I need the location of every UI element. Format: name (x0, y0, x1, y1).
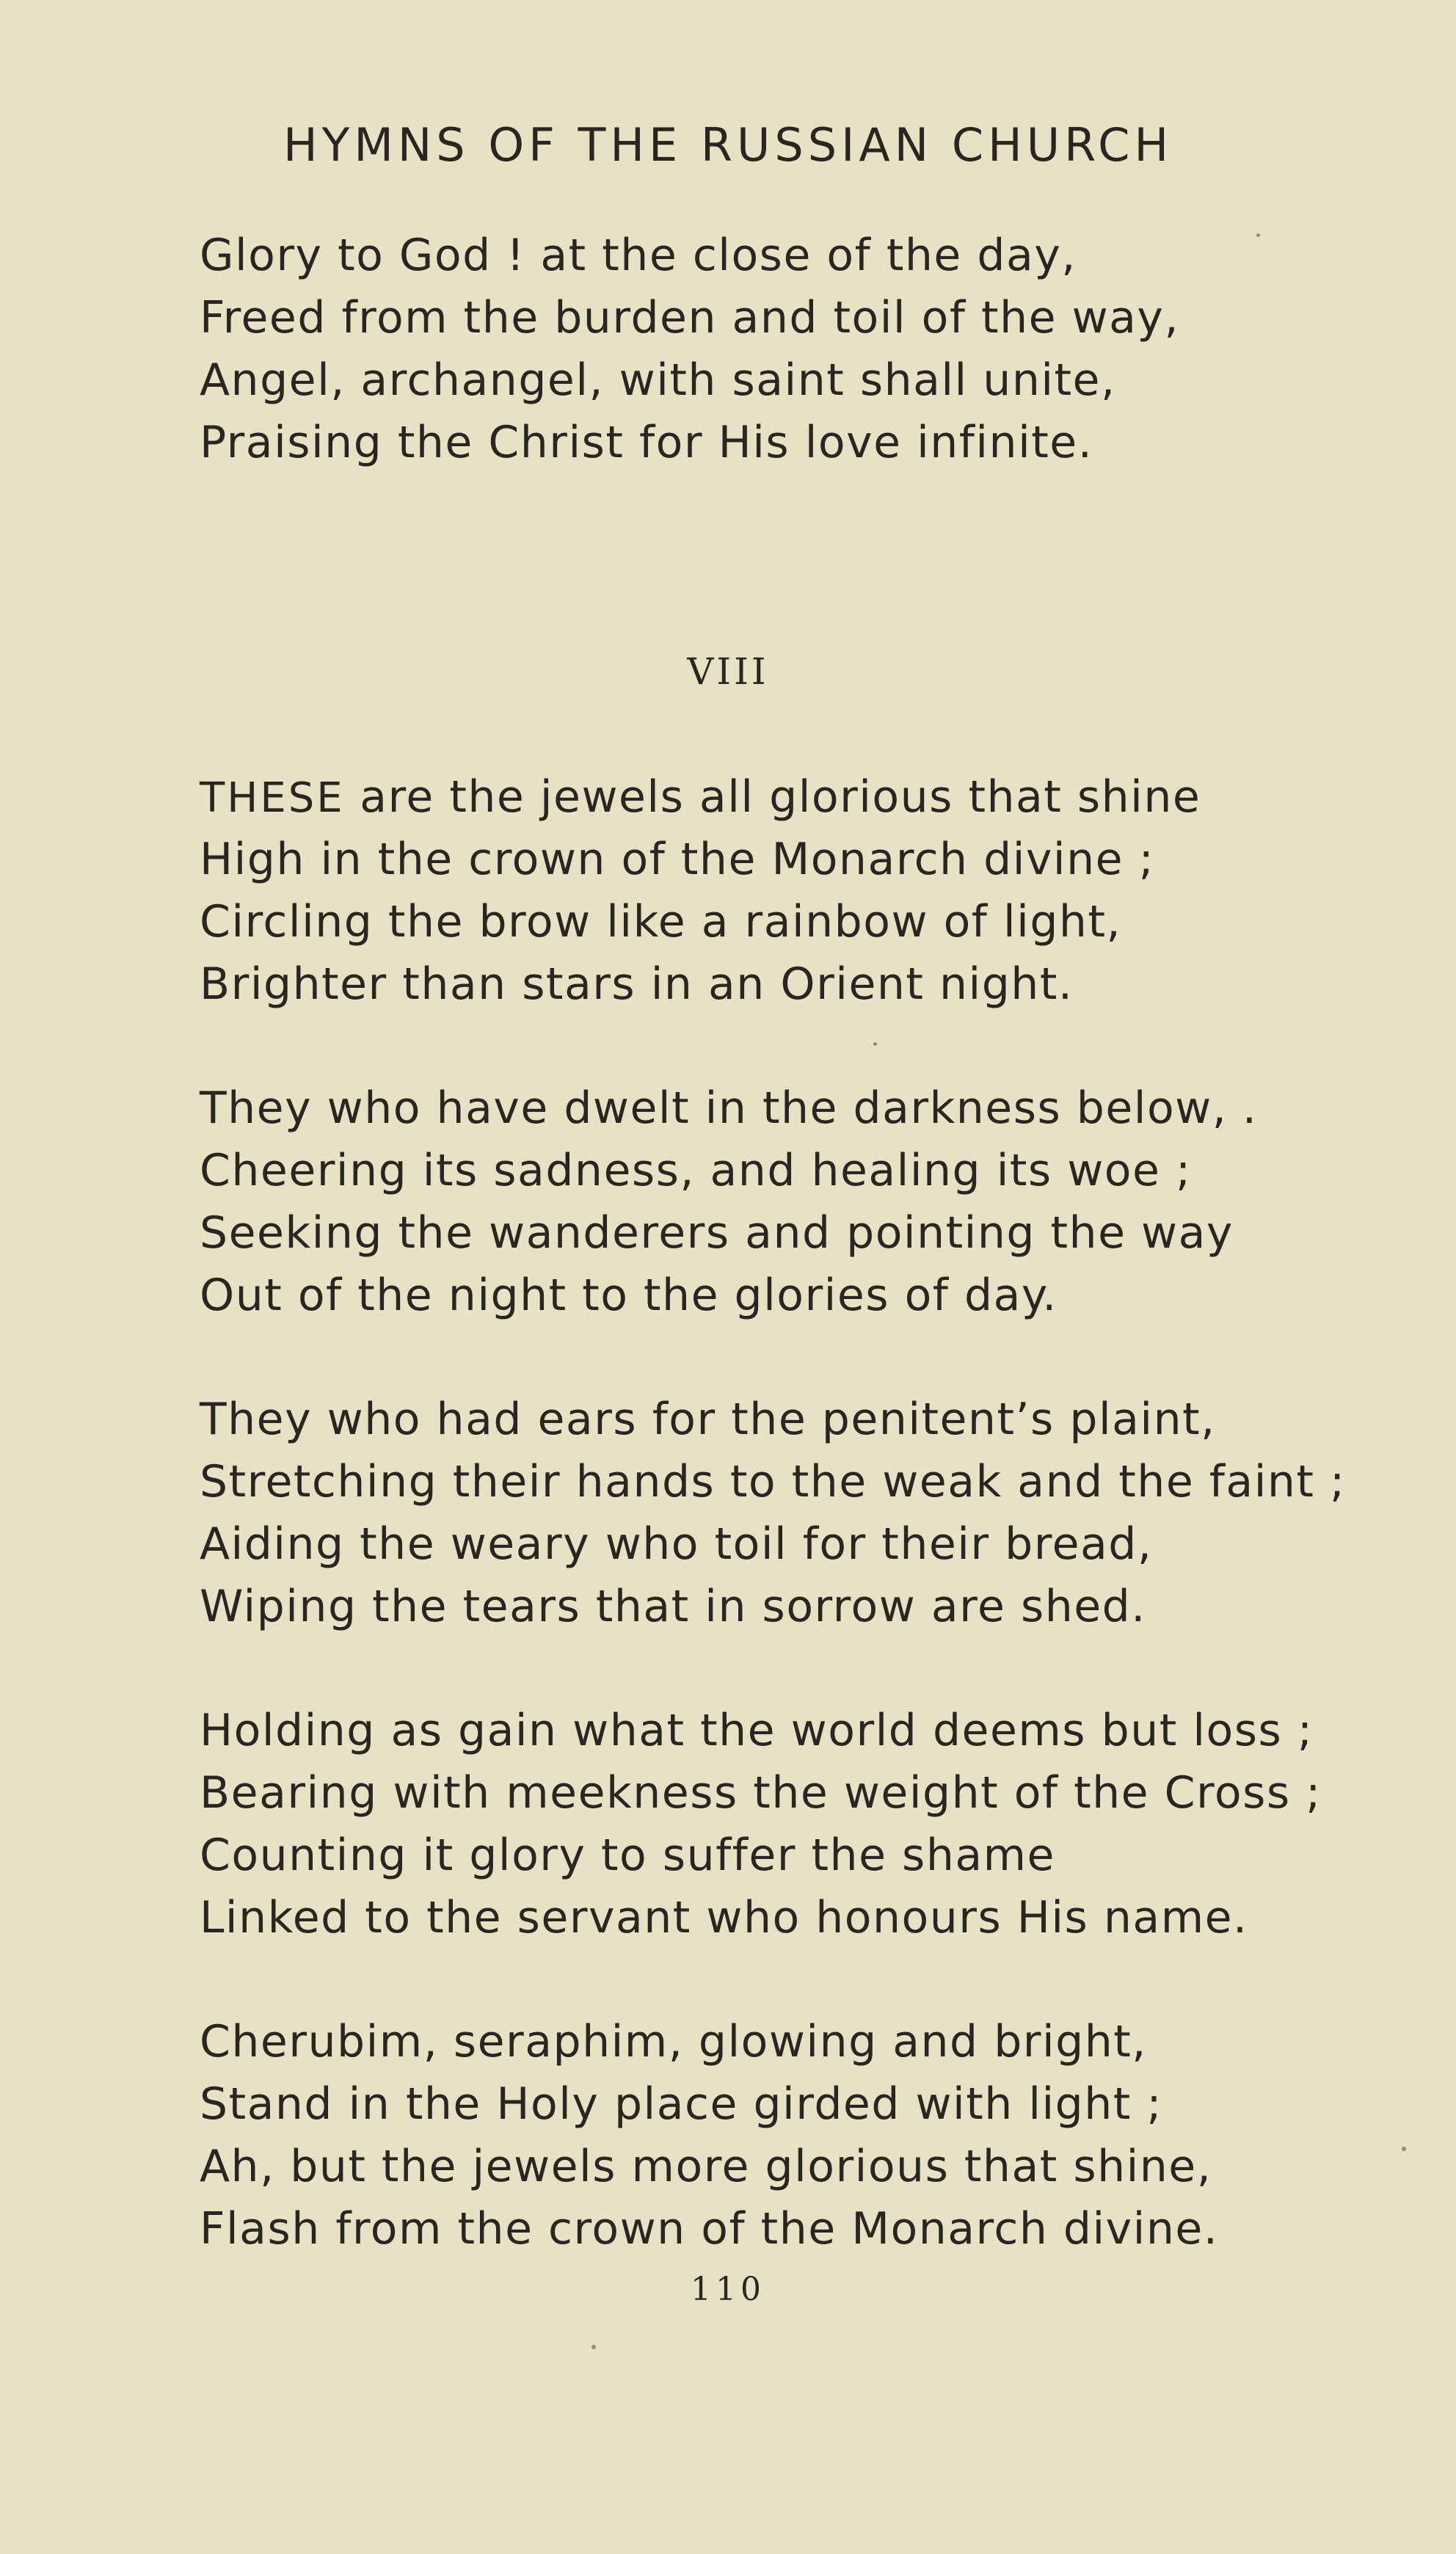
verse-line: They who had ears for the penitent’s plaint, (200, 1394, 1216, 1445)
verse-line: Freed from the burden and toil of the way, (200, 292, 1180, 343)
paper-speck (592, 2345, 596, 2349)
verse-line: Out of the night to the glories of day. (200, 1270, 1058, 1321)
paper-speck (1402, 2147, 1406, 2151)
section-number: VIII (687, 650, 769, 693)
page-number: 110 (691, 2271, 765, 2308)
verse-line: Counting it glory to suffer the shame (200, 1830, 1055, 1881)
verse-line: Bearing with meekness the weight of the Cross ; (200, 1767, 1322, 1819)
running-head: HYMNS OF THE RUSSIAN CHURCH (283, 118, 1173, 172)
verse-line: They who have dwelt in the darkness below, . (200, 1083, 1258, 1134)
stanza (200, 1077, 1447, 1327)
stanza (200, 2011, 1447, 2260)
stanza (200, 1700, 1447, 1949)
stanza (200, 1389, 1447, 1638)
opening-line-rest: are the jewels all glorious that shine (344, 771, 1201, 823)
verse-line (200, 766, 1447, 829)
verse-line: Ah, but the jewels more glorious that shine, (200, 2141, 1212, 2192)
verse-line: Flash from the crown of the Monarch divine. (200, 2203, 1219, 2255)
verse-line: Brighter than stars in an Orient night. (200, 958, 1074, 1010)
verse-line: High in the crown of the Monarch divine ; (200, 834, 1155, 885)
verse-line: Circling the brow like a rainbow of light, (200, 896, 1122, 947)
verse-line: Angel, archangel, with saint shall unite, (200, 354, 1116, 406)
verse-line: Cherubim, seraphim, glowing and bright, (200, 2016, 1147, 2067)
stanza (200, 225, 1447, 474)
stanza (200, 766, 1447, 1016)
paper-speck (1256, 233, 1260, 237)
verse-line: Aiding the weary who toil for their bread, (200, 1518, 1153, 1570)
verse-line: Stretching their hands to the weak and the faint ; (200, 1456, 1346, 1507)
verse-line: Holding as gain what the world deems but loss ; (200, 1705, 1314, 1756)
verse-line: Linked to the servant who honours His name. (200, 1892, 1248, 1943)
paper-speck (873, 1042, 877, 1046)
verse-line: Praising the Christ for His love infinite. (200, 417, 1093, 468)
verse-line: Glory to God ! at the close of the day, (200, 230, 1077, 281)
verse-line: Seeking the wanderers and pointing the way (200, 1207, 1234, 1259)
verse-line: Stand in the Holy place girded with light ; (200, 2078, 1163, 2130)
verse-line: Wiping the tears that in sorrow are shed. (200, 1581, 1146, 1632)
opening-word: THESE (200, 774, 345, 822)
verse-line: Cheering its sadness, and healing its woe ; (200, 1145, 1192, 1196)
